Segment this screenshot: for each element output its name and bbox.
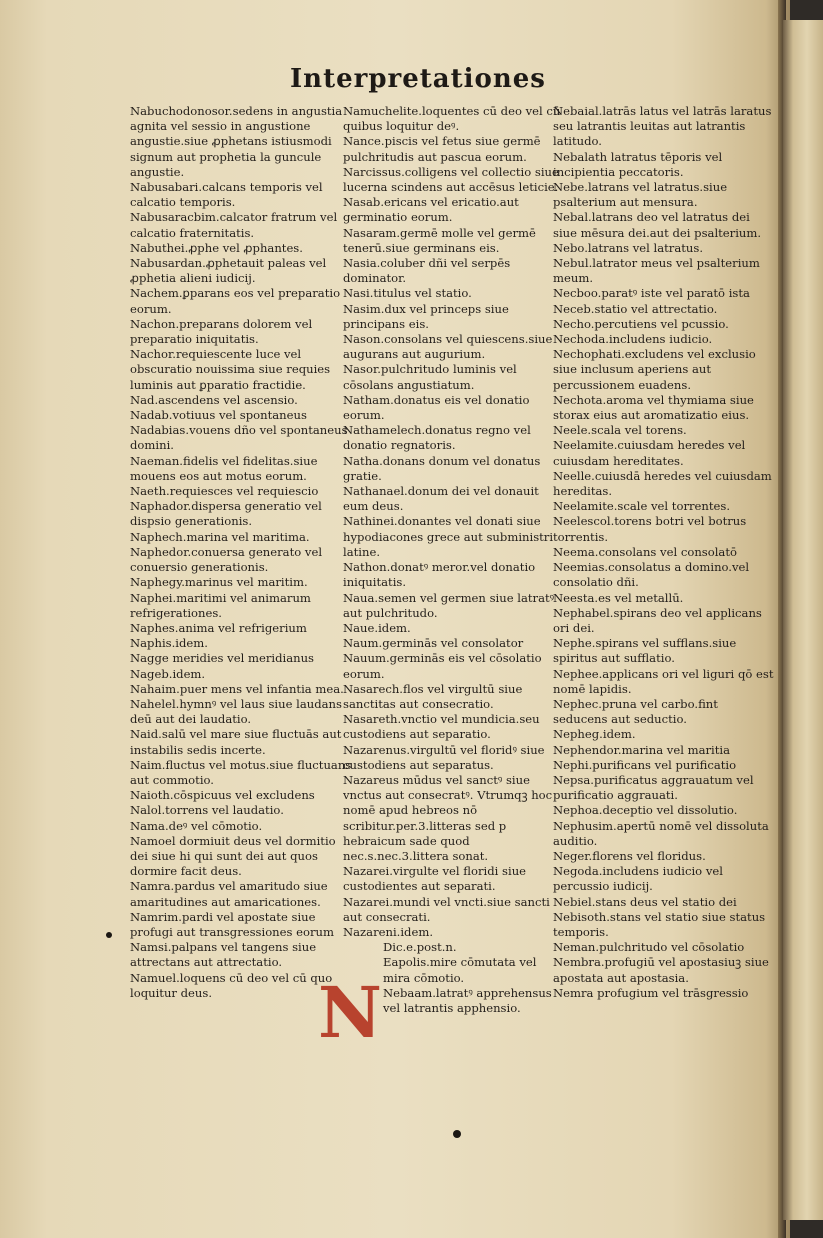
glossary-column-middle [343, 104, 565, 1064]
glossary-entry: Nephec.pruna vel carbo.fint seducens aut seductio. [553, 696, 718, 727]
glossary-entry: Nathanael.donum dei vel donauit eum deus. [343, 484, 539, 514]
glossary-entry: Naid.salū vel mare siue fluctuās aut instabilis sedis incerte. [130, 727, 342, 757]
glossary-entry: Nabusabari.calcans temporis vel calcatio temporis. [130, 180, 323, 210]
glossary-entry: Naua.semen vel germen siue latratꝰ aut pulchritudo. [343, 590, 555, 620]
glossary-entry: Nephabel.spirans deo vel applicans ori dei. [553, 605, 762, 635]
glossary-entry: Nabuchodonosor.sedens in angustia agnita vel sessio in angustione angustie.siue ꝓphetans istiusmodi signum aut prophetia la guncule angustie. [130, 104, 343, 179]
glossary-entry: Nechota.aroma vel thymiama siue storax eius aut aromatizatio eius. [553, 392, 754, 423]
glossary-entry: Nasim.dux vel princeps siue principans eis. [343, 301, 509, 331]
glossary-entry: Naphador.dispersa generatio vel dispsio generationis. [130, 499, 322, 529]
glossary-entry: Nasaram.germē molle vel germē tenerū.siue germinans eis. [343, 225, 536, 255]
glossary-entry: Nebiel.stans deus vel statio dei [553, 894, 737, 909]
glossary-entry: Nephendor.marina vel maritia [553, 742, 731, 757]
glossary-entry: Naim.fluctus vel motus.siue fluctuans aut commotio. [130, 757, 352, 787]
glossary-entry: Nahelel.hymnꝰ vel laus siue laudans deū aut dei laudatio. [130, 696, 342, 727]
glossary-entry: Nephee.applicans ori vel liguri qō est nomē lapidis. [553, 666, 774, 696]
glossary-entry: Nepsa.purificatus aggrauatum vel purificatio aggrauati. [553, 772, 754, 803]
glossary-entry: Nadabias.vouens dño vel spontaneus domini. [130, 423, 348, 453]
glossary-entry: Nalol.torrens vel laudatio. [130, 803, 284, 818]
glossary-entry: Nazareus mūdus vel sanctꝰ siue vnctus aut consecratꝰ. Vtrumqꝫ hoc nomē apud hebreos nō scribitur.per.3.litteras sed p hebraicum sade quod nec.s.nec.3.littera sonat. [343, 772, 553, 863]
glossary-entry: Nathamelech.donatus regno vel donatio regnatoris. [343, 423, 531, 453]
glossary-entry: Nachon.preparans dolorem vel preparatio iniquitatis. [130, 316, 313, 347]
glossary-entry: Nadab.votiuus vel spontaneus [130, 408, 307, 423]
glossary-entry: Nabusaracbim.calcator fratrum vel calcatio fraternitatis. [130, 210, 338, 240]
glossary-entry: Nazarei.virgulte vel floridi siue custodientes aut separati. [343, 864, 527, 894]
glossary-entry: Nechoda.includens iudicio. [553, 332, 713, 347]
running-title: Interpretationes [290, 64, 546, 94]
glossary-entry: Nachor.requiescente luce vel obscuratio nouissima siue requies luminis aut ꝑparatio fractidie. [130, 347, 331, 392]
glossary-entry: Naue.idem. [343, 620, 411, 635]
glossary-entry: Neele.scala vel torens. [553, 423, 687, 438]
glossary-entry: Nephoa.deceptio vel dissolutio. [553, 803, 738, 818]
glossary-entry: Nephusim.apertū nomē vel dissoluta auditio. [553, 818, 769, 848]
glossary-entry: Nephe.spirans vel sufflans.siue spiritus aut sufflatio. [553, 636, 737, 666]
glossary-entry: Neelamite.cuiusdam heredes vel cuiusdam hereditates. [553, 438, 746, 468]
glossary-entry: Namsi.palpans vel tangens siue attrectans aut attrectatio. [130, 940, 317, 970]
glossary-entry: Namuel.loquens cū deo vel cū quo loquitur deus. [130, 970, 333, 1000]
glossary-entry: Naphegy.marinus vel maritim. [130, 575, 308, 590]
page-blemish [106, 932, 112, 938]
glossary-entry: Namuchelite.loquentes cū deo vel cū quibus loquitur deꝰ. [343, 104, 561, 134]
glossary-entry: Nahaim.puer mens vel infantia mea. [130, 681, 344, 696]
glossary-entry: Nebisoth.stans vel statio siue status temporis. [553, 909, 766, 939]
glossary-entry: Namra.pardus vel amaritudo siue amaritudines aut amaricationes. [130, 879, 328, 909]
glossary-entry: Naeth.requiesces vel requiescio [130, 484, 319, 499]
glossary-entry: Neelle.cuiusdā heredes vel cuiusdam hereditas. [553, 468, 772, 499]
glossary-entry: Nebal.latrans deo vel latratus dei siue mēsura dei.aut dei psalterium. [553, 210, 762, 240]
initial-letter: N [318, 971, 382, 1054]
glossary-entry: Nachem.ꝑparans eos vel preparatio eorum. [130, 286, 341, 316]
glossary-entry: Namoel dormiuit deus vel dormitio dei siue hi qui sunt dei aut quos dormire facit deus. [130, 833, 336, 879]
glossary-entry: Nasi.titulus vel statio. [343, 286, 472, 301]
glossary-entry: Neemias.consolatus a domino.vel consolatio dñi. [553, 560, 750, 590]
glossary-entry: Nazarenus.virgultū vel floridꝰ siue custodiens aut separatus. [343, 742, 545, 772]
glossary-entry: Nebo.latrans vel latratus. [553, 240, 704, 255]
glossary-entry: Nazarei.mundi vel vncti.siue sancti aut consecrati. [343, 894, 550, 924]
page-blemish [453, 1130, 461, 1138]
glossary-entry: Nasarech.flos vel virgultū siue sanctitas aut consecratio. [343, 681, 523, 711]
glossary-entry: Nathon.donatꝰ meror.vel donatio iniquitatis. [343, 560, 536, 590]
closing-line1: Eapolis.mire cōmutata vel mira cōmotio. [383, 955, 537, 985]
glossary-entry: Naioth.cōspicuus vel excludens [130, 788, 315, 803]
glossary-entry: Nasor.pulchritudo luminis vel cōsolans angustiatum. [343, 362, 517, 392]
glossary-entry: Nasareth.vnctio vel mundicia.seu custodiens aut separatio. [343, 712, 540, 742]
glossary-entry: Neema.consolans vel consolatō [553, 544, 737, 559]
glossary-entry: Natha.donans donum vel donatus gratie. [343, 453, 541, 483]
glossary-entry: Nama.deꝰ vel cōmotio. [130, 818, 263, 833]
glossary-entry: Neelescol.torens botri vel botrus torrentis. [553, 514, 747, 544]
glossary-entry: Necho.percutiens vel pcussio. [553, 316, 729, 331]
glossary-entry: Neelamite.scale vel torrentes. [553, 499, 731, 514]
glossary-entry: Nauum.germinās eis vel cōsolatio eorum. [343, 651, 542, 681]
glossary-entry: Nemra profugium vel trāsgressio [553, 985, 749, 1000]
glossary-entry: Nageb.idem. [130, 666, 206, 681]
glossary-entry: Naum.germinās vel consolator [343, 636, 524, 651]
closing-rubric: Dic.e.post.n. [383, 940, 457, 955]
glossary-entry: Nephi.purificans vel purificatio [553, 757, 737, 772]
glossary-entry: Narcissus.colligens vel collectio siue lucerna scindens aut accēsus leticie. [343, 164, 559, 195]
glossary-entry: Nason.consolans vel quiescens.siue augurans aut augurium. [343, 332, 553, 362]
glossary-entry: Naphis.idem. [130, 636, 208, 651]
closing-line2: Nebaam.latratꝰ apprehensus vel latrantis apphensio. [383, 985, 552, 1015]
glossary-entry: Nebul.latrator meus vel psalterium meum. [553, 256, 760, 286]
glossary-entry: Naphech.marina vel maritima. [130, 529, 310, 544]
glossary-entry: Naphei.maritimi vel animarum refrigerationes. [130, 590, 311, 620]
glossary-entry: Naeman.fidelis vel fidelitas.siue mouens eos aut motus eorum. [130, 453, 318, 483]
glossary-column-left [130, 104, 352, 1064]
glossary-entry: Nabusardan.ꝓphetauit paleas vel ꝓphetia alieni iudicij. [130, 256, 327, 286]
glossary-entry: Nasab.ericans vel ericatio.aut germinatio eorum. [343, 195, 519, 225]
glossary-entry: Nebe.latrans vel latratus.siue psalterium aut mensura. [553, 180, 728, 210]
glossary-entry: Nasia.coluber dñi vel serpēs dominator. [343, 256, 511, 286]
glossary-entry: Neceb.statio vel attrectatio. [553, 301, 718, 316]
glossary-entry: Naphedor.conuersa generato vel conuersio generationis. [130, 544, 323, 575]
glossary-entry: Negoda.includens iudicio vel percussio iudicij. [553, 864, 723, 894]
glossary-entry: Nechophati.excludens vel exclusio siue inclusum aperiens aut percussionem euadens. [553, 347, 756, 392]
next-page-edge [783, 20, 823, 1220]
glossary-entry: Nagge meridies vel meridianus [130, 651, 315, 666]
glossary-entry: Naphes.anima vel refrigerium [130, 620, 307, 635]
glossary-entry: Nebaial.latrās latus vel latrās laratus seu latrantis leuitas aut latrantis latitudo. [553, 104, 772, 149]
glossary-entry: Neman.pulchritudo vel cōsolatio [553, 940, 745, 955]
rubricated-initial [318, 971, 382, 1054]
glossary-entry: Namrim.pardi vel apostate siue profugi aut transgressiones eorum [130, 909, 334, 939]
glossary-entry: Nathinei.donantes vel donati siue hypodiacones grece aut subministri latine. [343, 514, 554, 559]
glossary-entry: Neesta.es vel metallū. [553, 590, 684, 605]
glossary-entry: Necboo.paratꝰ iste vel paratō ista [553, 286, 750, 301]
glossary-entry: Neger.florens vel floridus. [553, 848, 706, 863]
glossary-entry: Nembra.profugiū vel apostasiuꝫ siue apostata aut apostasia. [553, 955, 769, 985]
glossary-column-right [553, 104, 775, 1064]
glossary-entry: Natham.donatus eis vel donatio eorum. [343, 392, 530, 423]
glossary-entry: Nad.ascendens vel ascensio. [130, 392, 298, 407]
glossary-entry: Nazareni.idem. [343, 924, 434, 939]
glossary-entry: Nepheg.idem. [553, 727, 636, 742]
glossary-entry: Nance.piscis vel fetus siue germē pulchritudis aut pascua eorum. [343, 134, 541, 164]
glossary-entry: Nebalath latratus tēporis vel incipientia peccatoris. [553, 149, 723, 179]
glossary-entry: Nabuthei.ꝓphe vel ꝓphantes. [130, 240, 303, 255]
